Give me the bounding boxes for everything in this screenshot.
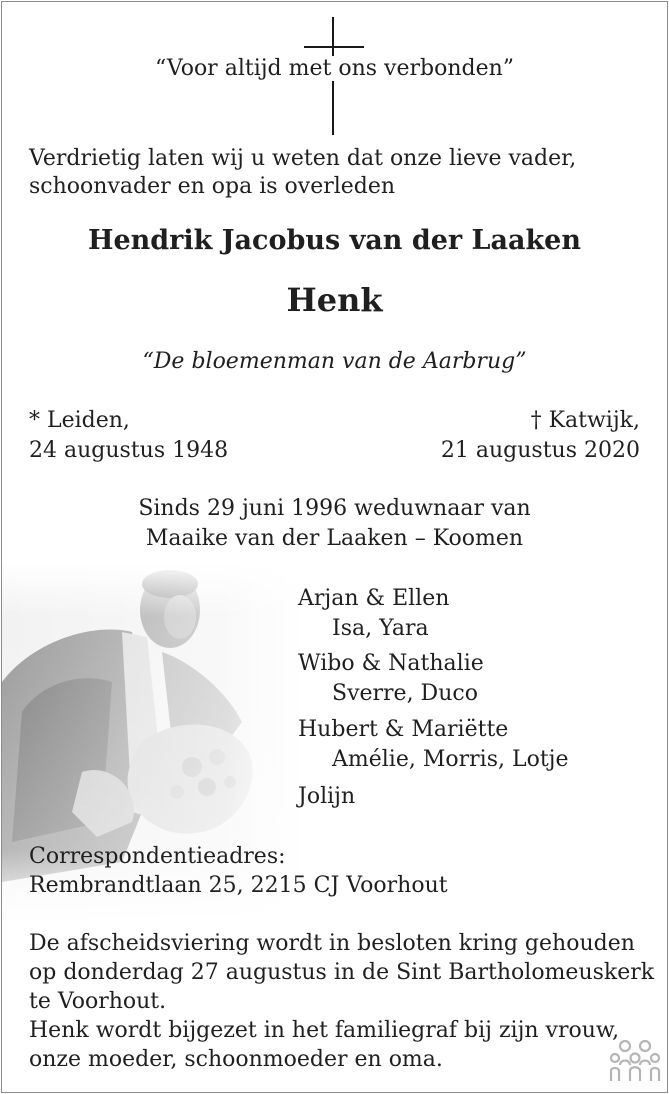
widower-line-1: Sinds 29 juni 1996 weduwnaar van: [138, 496, 531, 521]
family-children: Amélie, Morris, Lotje: [332, 747, 569, 772]
family-parents: Jolijn: [298, 784, 356, 809]
funeral-line-5: onze moeder, schoonmoeder en oma.: [29, 1047, 443, 1072]
deceased-full-name: Hendrik Jacobus van der Laaken: [87, 225, 581, 256]
correspondence-label: Correspondentieadres:: [29, 844, 286, 869]
widower-line-2: Maaike van der Laaken – Koomen: [145, 526, 524, 551]
funeral-line-2: op donderdag 27 augustus in de Sint Bartholomeuskerk: [29, 960, 655, 985]
family-parents: Hubert & Mariëtte: [298, 717, 509, 742]
funeral-line-4: Henk wordt bijgezet in het familiegraf bij zijn vrouw,: [29, 1018, 620, 1043]
birth-date: 24 augustus 1948: [29, 438, 229, 463]
family-parents: Wibo & Nathalie: [298, 651, 484, 676]
obituary-card: [1, 1, 668, 1093]
motto-text: “Voor altijd met ons verbonden”: [154, 56, 515, 81]
deceased-nickname: Henk: [286, 281, 383, 319]
funeral-line-3: te Voorhout.: [29, 989, 167, 1014]
family-children: Isa, Yara: [332, 616, 429, 641]
community-logo-icon: [609, 1039, 661, 1083]
intro-line-2: schoonvader en opa is overleden: [29, 174, 396, 199]
death-date: 21 augustus 2020: [440, 438, 640, 463]
family-children: Sverre, Duco: [332, 681, 478, 706]
deceased-epithet: “De bloemenman van de Aarbrug”: [142, 349, 527, 374]
birth-place: * Leiden,: [29, 408, 130, 433]
correspondence-address: Rembrandtlaan 25, 2215 CJ Voorhout: [29, 873, 448, 898]
intro-line-1: Verdrietig laten wij u weten dat onze lieve vader,: [29, 146, 577, 171]
funeral-line-1: De afscheidsviering wordt in besloten kring gehouden: [29, 931, 635, 956]
motto: [2, 54, 667, 84]
death-place: † Katwijk,: [530, 408, 640, 433]
cross-icon-bar: [304, 46, 364, 48]
family-parents: Arjan & Ellen: [298, 586, 450, 611]
